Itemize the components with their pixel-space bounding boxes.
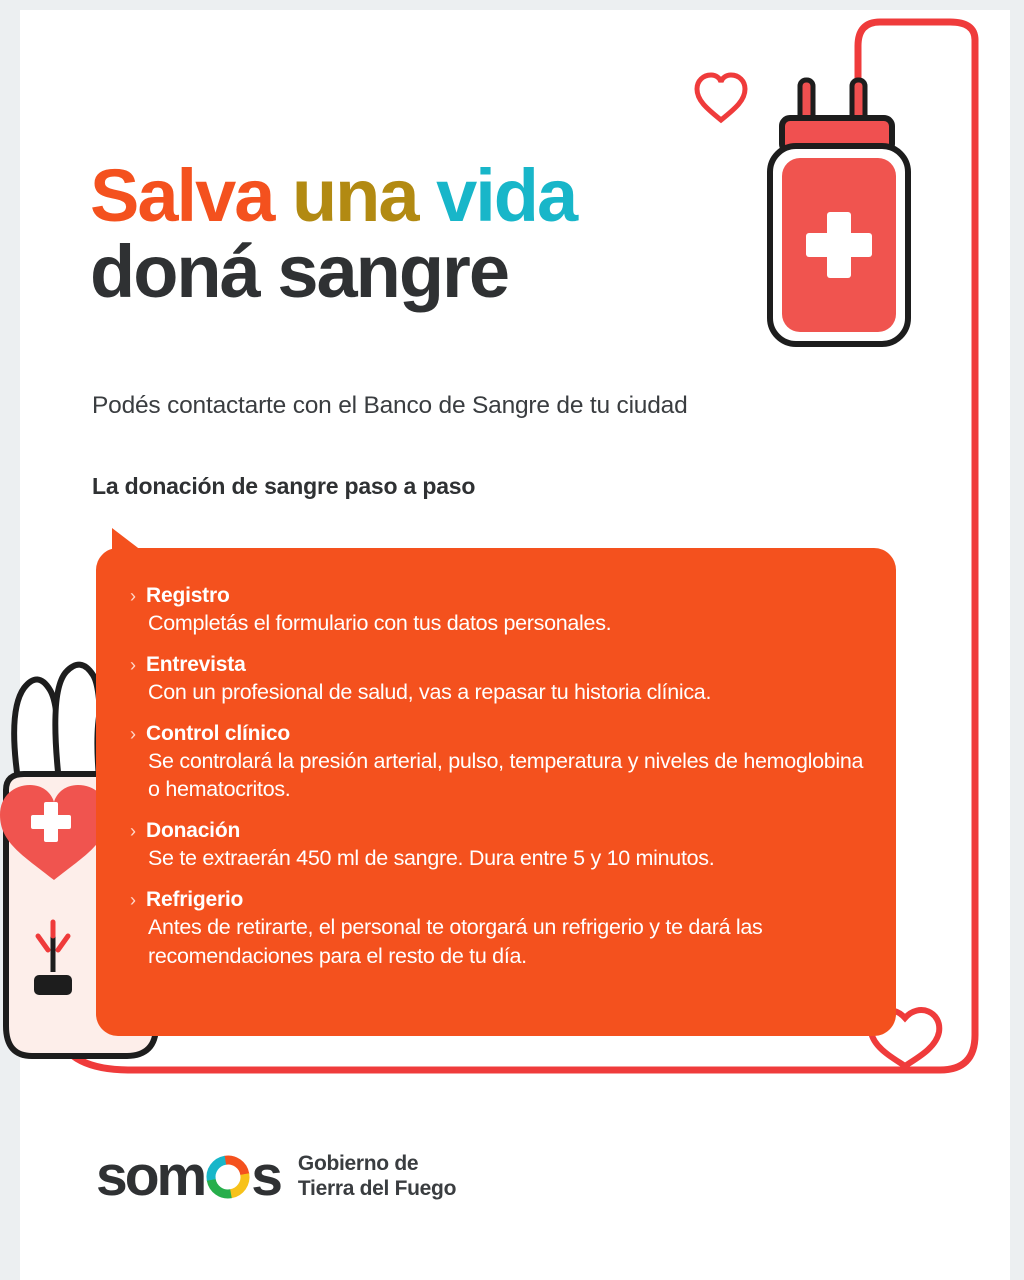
heart-icon — [694, 72, 748, 124]
list-item — [130, 819, 880, 873]
headline-word-salva: Salva — [90, 154, 274, 237]
footer-logo — [96, 1144, 457, 1208]
list-item — [130, 722, 880, 805]
list-item — [130, 584, 880, 638]
chevron-right-icon: › — [130, 889, 136, 910]
page-title — [90, 154, 790, 313]
step-title: Registro — [146, 584, 230, 607]
government-line-2: Tierra del Fuego — [297, 1176, 457, 1200]
step-description: Antes de retirarte, el personal te otorgará un refrigerio y te dará las recomendaciones para el resto de tu día. — [148, 914, 763, 968]
step-title: Donación — [146, 819, 241, 843]
chevron-right-icon: › — [130, 654, 136, 675]
step-description: Con un profesional de salud, vas a repasar tu historia clínica. — [148, 679, 712, 704]
headline-word-vida: vida — [436, 154, 577, 237]
somos-logotype — [96, 1144, 280, 1208]
chevron-right-icon: › — [130, 821, 136, 842]
right-border-strip — [1010, 10, 1024, 1280]
somos-word-tail: s — [251, 1144, 280, 1208]
somos-word: som — [96, 1144, 205, 1208]
top-border-strip — [0, 0, 1024, 10]
step-title: Entrevista — [146, 652, 246, 676]
step-title: Refrigerio — [146, 887, 244, 911]
steps-section-title: La donación de sangre paso a paso — [92, 473, 476, 499]
government-label — [298, 1152, 456, 1202]
list-item — [130, 888, 880, 971]
headline-line-2: doná sangre — [90, 229, 508, 313]
government-line-1: Gobierno de — [297, 1151, 419, 1175]
steps-list — [130, 584, 880, 986]
step-description: Se te extraerán 450 ml de sangre. Dura entre 5 y 10 minutos. — [148, 846, 715, 871]
list-item — [130, 653, 880, 707]
headline-word-una: una — [291, 154, 418, 237]
subtitle: Podés contactarte con el Banco de Sangre de tu ciudad — [92, 392, 688, 419]
somos-o-logo-icon — [202, 1151, 254, 1203]
step-description: Completás el formulario con tus datos personales. — [148, 611, 612, 635]
chevron-right-icon: › — [130, 586, 136, 606]
step-description: Se controlará la presión arterial, pulso, temperatura y niveles de hemoglobina o hematocritos. — [148, 748, 864, 802]
chevron-right-icon: › — [130, 723, 136, 744]
step-title: Control clínico — [146, 721, 291, 745]
